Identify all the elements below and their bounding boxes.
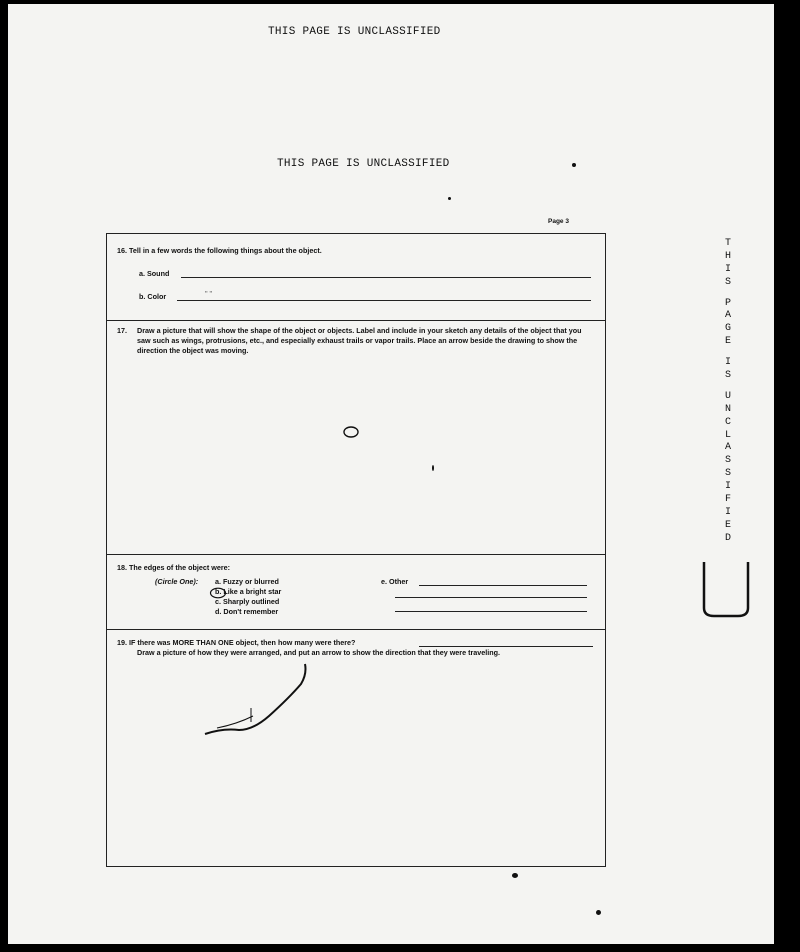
classification-banner: THIS PAGE IS UNCLASSIFIED xyxy=(277,158,450,170)
page-number: Page 3 xyxy=(548,218,569,225)
side-letter: N xyxy=(724,403,731,415)
speck xyxy=(448,197,451,200)
side-classification-banner xyxy=(718,238,738,546)
side-letter: A xyxy=(724,310,731,322)
side-letter: A xyxy=(724,442,731,454)
side-letter: S xyxy=(724,370,731,382)
q17-prompt: Draw a picture that will show the shape of the object or objects. Label and include in your sketch any details of the object that you saw such as wings, protrusions, etc., and especially exhaust trails or vapor trails. Place an arrow beside the drawing to show the direction the object was moving. xyxy=(137,326,582,355)
side-bracket xyxy=(700,560,756,620)
q16-prompt: 16. Tell in a few words the following things about the object. xyxy=(117,246,322,255)
count-field[interactable] xyxy=(419,646,593,647)
side-letter: E xyxy=(724,519,731,531)
other-label: e. Other xyxy=(381,577,409,586)
speck xyxy=(512,873,518,878)
question-16-section xyxy=(107,234,605,321)
speck xyxy=(572,163,576,167)
side-letter: F xyxy=(724,494,731,506)
question-19-section xyxy=(107,630,605,866)
q18-prompt: 18. The edges of the object were: xyxy=(117,563,231,572)
option-b[interactable]: b. Like a bright star xyxy=(215,587,282,596)
questionnaire-form xyxy=(106,233,606,867)
sound-label: a. Sound xyxy=(139,269,170,278)
circle-one-label: (Circle One): xyxy=(155,577,199,586)
side-letter: S xyxy=(724,468,731,480)
speck xyxy=(432,465,434,471)
speck xyxy=(596,910,601,915)
side-letter: S xyxy=(724,455,731,467)
option-c[interactable]: c. Sharply outlined xyxy=(215,597,280,606)
side-letter: S xyxy=(724,276,731,288)
color-label: b. Color xyxy=(139,292,167,301)
option-d[interactable]: d. Don't remember xyxy=(215,607,279,616)
side-letter: T xyxy=(724,238,731,249)
color-field[interactable] xyxy=(177,300,591,301)
option-a[interactable]: a. Fuzzy or blurred xyxy=(215,577,279,586)
q19-prompt: 19. IF there was MORE THAN ONE object, then how many were there? xyxy=(117,638,356,647)
side-letter: D xyxy=(724,532,731,544)
side-letter: E xyxy=(724,336,731,348)
top-classification-banner: THIS PAGE IS UNCLASSIFIED xyxy=(268,26,441,38)
other-field-line[interactable] xyxy=(395,611,587,612)
side-letter: I xyxy=(724,263,731,275)
side-letter: L xyxy=(724,429,731,441)
other-field[interactable] xyxy=(419,585,587,586)
side-letter: I xyxy=(724,506,731,518)
side-letter: C xyxy=(724,416,731,428)
other-field-line[interactable] xyxy=(395,597,587,598)
question-18-section xyxy=(107,555,605,630)
question-17-section xyxy=(107,321,605,555)
side-letter: P xyxy=(724,297,731,309)
side-letter: I xyxy=(724,481,731,493)
color-value: " " xyxy=(205,289,213,298)
side-letter: I xyxy=(724,357,731,369)
side-letter: U xyxy=(724,390,731,402)
side-letter: H xyxy=(724,250,731,262)
q17-number: 17. xyxy=(117,326,127,335)
q19-prompt-2: Draw a picture of how they were arranged, and put an arrow to show the direction that they were traveling. xyxy=(137,648,501,657)
arrangement-sketch xyxy=(203,658,313,742)
object-sketch xyxy=(341,425,361,439)
sound-field[interactable] xyxy=(181,277,591,278)
side-letter: G xyxy=(724,323,731,335)
